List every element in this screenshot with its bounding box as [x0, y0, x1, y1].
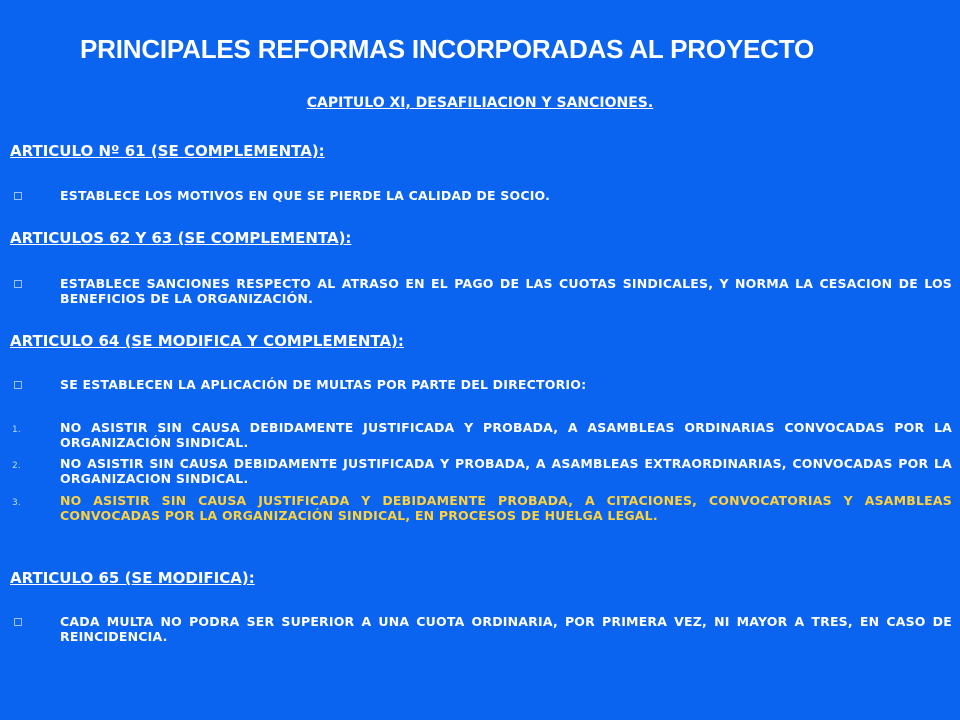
square-bullet-icon	[14, 381, 22, 389]
bullet-text: ESTABLECE LOS MOTIVOS EN QUE SE PIERDE LA CALIDAD DE SOCIO.	[60, 188, 551, 203]
numbered-text-highlighted: NO ASISTIR SIN CAUSA JUSTIFICADA Y DEBIDAMENTE PROBADA, A CITACIONES, CONVOCATORIAS Y ASAMBLEAS CONVOCADAS POR LA ORGANIZACIÓN SINDICAL, EN PROCESOS DE HUELGA LEGAL.	[60, 493, 952, 523]
section-heading-articles-62-63: ARTICULOS 62 Y 63 (SE COMPLEMENTA):	[10, 229, 352, 247]
bullet-item	[12, 188, 952, 203]
section-heading-article-61: ARTICULO Nº 61 (SE COMPLEMENTA):	[10, 142, 325, 160]
section-heading-article-64: ARTICULO 64 (SE MODIFICA Y COMPLEMENTA):	[10, 332, 404, 350]
item-number: 3.	[12, 498, 21, 508]
bullet-item	[12, 377, 952, 392]
section-heading-article-65: ARTICULO 65 (SE MODIFICA):	[10, 569, 255, 587]
bullet-item	[12, 614, 952, 644]
item-number: 1.	[12, 425, 21, 435]
square-bullet-icon	[14, 192, 22, 200]
bullet-text: CADA MULTA NO PODRA SER SUPERIOR A UNA CUOTA ORDINARIA, POR PRIMERA VEZ, NI MAYOR A TRES, EN CASO DE REINCIDENCIA.	[60, 614, 952, 644]
numbered-text: NO ASISTIR SIN CAUSA DEBIDAMENTE JUSTIFICADA Y PROBADA, A ASAMBLEAS EXTRAORDINARIAS, CONVOCADAS POR LA ORGANIZACION SINDICAL.	[60, 456, 952, 486]
bullet-text: SE ESTABLECEN LA APLICACIÓN DE MULTAS POR PARTE DEL DIRECTORIO:	[60, 377, 587, 392]
numbered-text: NO ASISTIR SIN CAUSA DEBIDAMENTE JUSTIFICADA Y PROBADA, A ASAMBLEAS ORDINARIAS CONVOCADAS POR LA ORGANIZACIÓN SINDICAL.	[60, 420, 952, 450]
square-bullet-icon	[14, 280, 22, 288]
bullet-text: ESTABLECE SANCIONES RESPECTO AL ATRASO EN EL PAGO DE LAS CUOTAS SINDICALES, Y NORMA LA CESACION DE LOS BENEFICIOS DE LA ORGANIZACIÓN.	[60, 276, 952, 306]
item-number: 2.	[12, 461, 21, 471]
numbered-item-highlighted	[12, 493, 952, 523]
chapter-subtitle: CAPITULO XI, DESAFILIACION Y SANCIONES.	[306, 95, 654, 111]
numbered-item	[12, 456, 952, 486]
numbered-item	[12, 420, 952, 450]
slide-title: PRINCIPALES REFORMAS INCORPORADAS AL PROYECTO	[80, 34, 814, 64]
square-bullet-icon	[14, 618, 22, 626]
bullet-item	[12, 276, 952, 306]
